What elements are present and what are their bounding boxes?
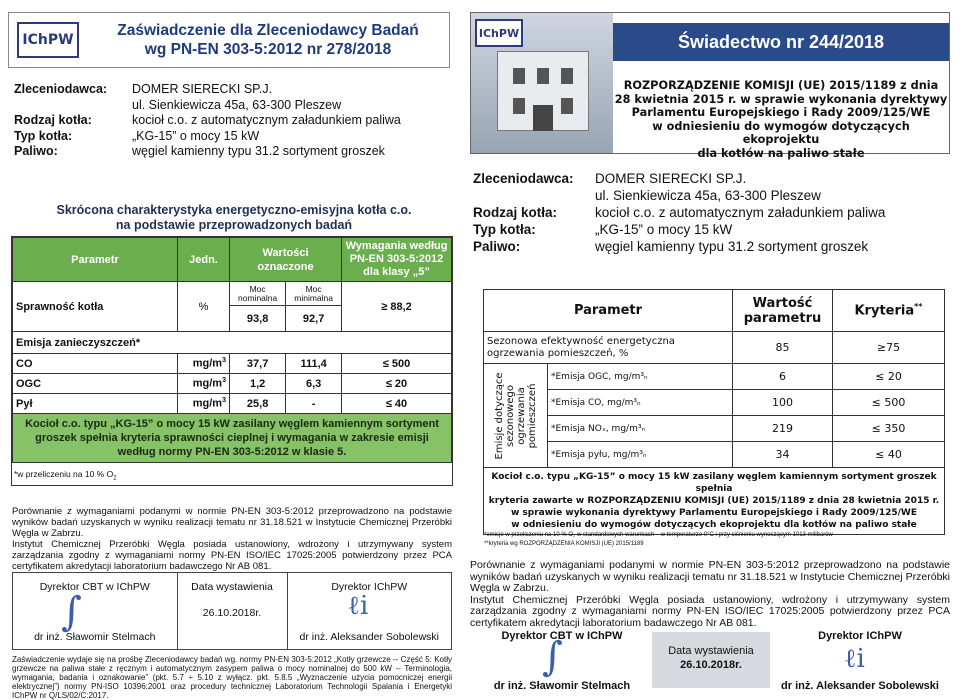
table-row: Pył $mg/m^3$ 25,8 - ≤ 40 [13,394,452,414]
table-row: *Emisja pyłu, mg/m³ₙ 34 ≤ 40 [484,442,945,468]
left-paragraphs: Porównanie z wymaganiami podanymi w normie PN-EN 303-5:2012 przeprowadzono na podstawie wyników badań uzyskanych w wyniku realizacji tematu nr 31.18.521 w Instytucie Chemicznej Przeróbki Węgla w Zabrzu. Instytut Chemicznej Przeróbki Węgla posiada ustanowiony, wdrożony i utrzymywany system zarządzania zgodny z wymaganiami normy PN-EN ISO/IEC 17025:2005 potwierdzony przez PCA certyfikatem akredytacji laboratorium badawczego Nr AB 081. [12,506,452,572]
ichpw-logo: IChPW [475,19,523,47]
signature-mark: ℓi [347,591,369,621]
right-signature-block: Dyrektor CBT w IChPW ∫ dr inż. Sławomir Stelmach Data wystawienia 26.10.2018r. Dyrektor IChPW ℓi dr inż. Aleksander Sobolewski [493,630,939,692]
emission-label: Emisja zanieczyszczeń* [13,332,452,354]
right-title: Świadectwo nr 244/2018 [613,23,949,61]
col-requirements: Wymagania według PN-EN 303-5:2012 dla klasy „5” [342,238,452,282]
col-criteria: Kryteria** [833,290,945,332]
left-table-block [11,236,453,486]
eff-min: 92,7 [286,306,342,332]
emissions-side-label: Emisje dotyczące sezonowego ogrzewania pomieszczeń [484,364,548,468]
right-results-table [483,289,945,535]
col-param: Parametr [484,290,733,332]
table-row: *Emisja NOₓ, mg/m³ₙ 219 ≤ 350 [484,416,945,442]
left-title: Zaświadczenie dla Zleceniodawcy Badań wg PN-EN 303-5:2012 nr 278/2018 [117,22,419,58]
right-paragraphs: Porównanie z wymaganiami podanymi w normie PN-EN 303-5:2012 przeprowadzono na podstawie wyników badań uzyskanych w wyniku realizacji tematu nr 31.18.521 w Instytucie Chemicznej Przeróbki Węgla w Zabrzu. Instytut Chemicznej Przeróbki Węgla posiada ustanowiony, wdrożony i utrzymywany system zarządzania zgodny z wymaganiami normy PN-EN ISO/IEC 17025:2005 potwierdzony przez PCA certyfikatem akredytacji laboratorium badawczego Nr AB 081. [470,559,950,629]
left-client-info: Zleceniodawca: DOMER SIERECKI SP.J. ul. Sienkiewicza 45a, 63-300 Pleszew Rodzaj kotła: kocioł c.o. z automatycznym załadunkiem paliwa Typ kotła: „KG-15” o mocy 15 kW Paliwo: węgiel kamienny typu 31.2 sortyment groszek [14,82,401,158]
right-client-info: Zleceniodawca: DOMER SIERECKI SP.J. ul. Sienkiewicza 45a, 63-300 Pleszew Rodzaj kotła: kocioł c.o. z automatycznym załadunkiem paliwa Typ kotła: „KG-15” o mocy 15 kW Paliwo: węgiel kamienny typu 31.2 sortyment groszek [473,171,886,254]
seasonal-criteria: ≥75 [833,332,945,364]
right-conclusion: Kocioł c.o. typu „KG-15” o mocy 15 kW zasilany węglem kamiennym sortyment groszek spełnia kryteria zawarte w ROZPORZĄDZENIU KOMISJI (UE) 2015/1189 z dnia 28 kwietnia 2015 r. w sprawie wykonania dyrektywy Parlamentu Europejskiego i Rady 2009/125/WE w odniesieniu do wymogów dotyczących ekoprojektu dla kotłów na paliwo stałe [484,468,945,535]
date-box: Data wystawienia 26.10.2018r. [652,632,770,688]
ichpw-logo: IChPW [17,22,79,58]
nominal-head: Moc nominalna [230,282,286,306]
col-values: Wartości oznaczone [230,238,342,282]
eff-label: Sprawność kotła [13,282,178,332]
table-row: CO $mg/m^3$ 37,7 111,4 ≤ 500 [13,354,452,374]
minimal-head: Moc minimalna [286,282,342,306]
regulation-text: ROZPORZĄDZENIE KOMISJI (UE) 2015/1189 z dnia 28 kwietnia 2015 r. w sprawie wykonania dyrektywy Parlamentu Europejskiego i Rady 2009/125/WE w odniesieniu do wymogów dotyczących ekoprojektu dla kotłów na paliwo stałe [614,79,948,160]
signature-mark: ℓi [844,644,865,674]
left-section-title: Skrócona charakterystyka energetyczno-emisyjna kotła c.o. na podstawie przeprowadzonych badań [56,203,412,232]
right-header [470,12,950,160]
left-header [8,12,450,68]
table-row: *Emisja CO, mg/m³ₙ 100 ≤ 500 [484,390,945,416]
left-signature-block: Dyrektor CBT w IChPW ∫ dr inż. Sławomir Stelmach Data wystawienia 26.10.2018r. Dyrektor IChPW ℓi dr inż. Aleksander Sobolewski [12,572,452,650]
eff-nom: 93,8 [230,306,286,332]
signature-mark: ∫ [542,634,563,680]
seasonal-value: 85 [733,332,833,364]
col-value: Wartość parametru [733,290,833,332]
left-bottom-note: Zaświadczenie wydaje się na prośbę Zleceniodawcy badań wg. normy PN-EN 303-5:2012 „Kotły grzewcze -- Część 5: Kotły grzewcze na paliwa stałe z ręcznym i automatycznym zasypem paliwa o mocy nominalnej do 500 kW -- Terminologia, wymagania, badania i oznakowanie” (pkt. 5.7 ÷ 5.10 z wyłącz. pkt. 5.8.5 „Wyznaczenie użycia pomocniczej energii elektrycznej”) normy PN-ISO 10396:2001 oraz procedury technicznej Laboratorium Technologii Spalania i Energetyki IChPW nr Q/LS/02/C:2017. [12,655,452,700]
seasonal-label: Sezonowa efektywność energetyczna ogrzewania pomieszczeń, % [484,332,733,364]
table-row: Emisje dotyczące sezonowego ogrzewania pomieszczeń *Emisja OGC, mg/m³ₙ 6 ≤ 20 [484,364,945,390]
col-unit: Jedn. [178,238,230,282]
left-results-table [12,237,452,463]
left-footnote: *w przeliczeniu na 10 % $O_2$ [14,469,117,482]
signature-mark: ∫ [61,589,82,635]
table-row: OGC $mg/m^3$ 1,2 6,3 ≤ 20 [13,374,452,394]
right-notes: *emisje w przeliczeniu na 10 % O₂ w standardowych warunkach – w temperaturze 0°C i przy ciśnieniu wynoszącym 1013 milibarów **kryteria wg ROZPORZĄDZENIA KOMISJI (UE) 2015/1189 [484,532,833,547]
eff-req: ≥ 88,2 [342,282,452,332]
col-param: Parametr [13,238,178,282]
left-conclusion: Kocioł c.o. typu „KG-15” o mocy 15 kW zasilany węglem kamiennym sortyment groszek spełnia kryteria sprawności cieplnej i wymagania w zakresie emisji według normy PN-EN 303-5:2012 w klasie 5. [13,414,452,463]
right-table-block [483,289,945,535]
eff-unit: % [178,282,230,332]
